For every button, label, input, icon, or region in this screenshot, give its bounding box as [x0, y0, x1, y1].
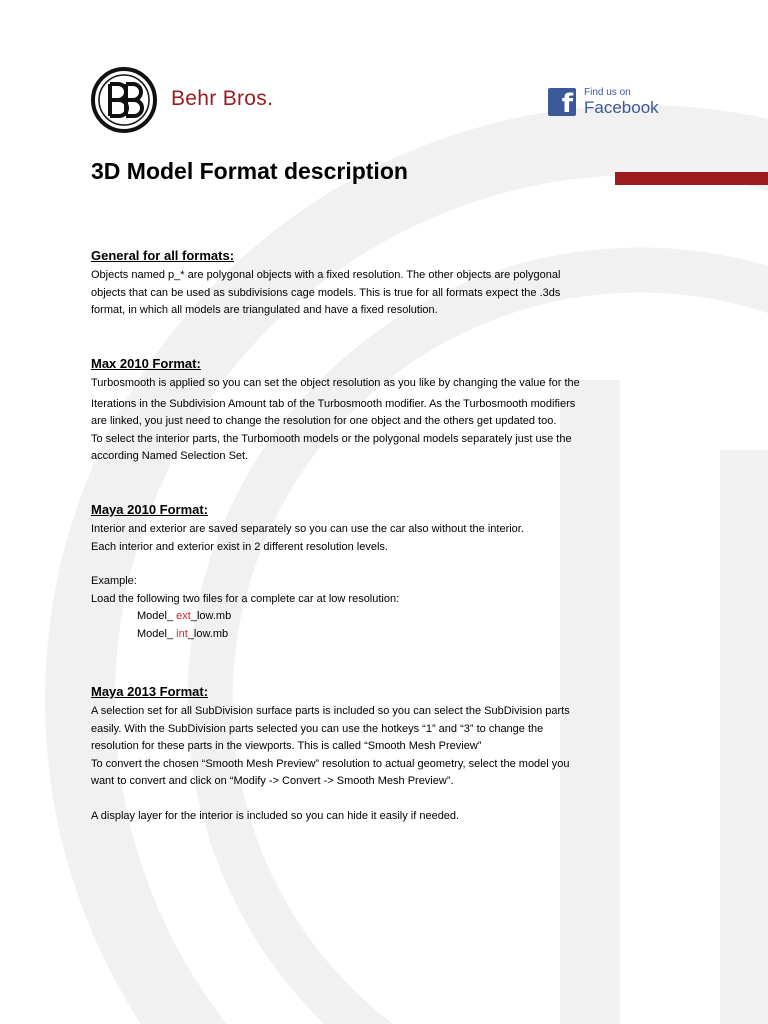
text-line: Turbosmooth is applied so you can set the object resolution as you like by changing the value for the: [91, 377, 580, 389]
example-label: Example:: [91, 575, 137, 587]
file-prefix: Model_: [137, 627, 177, 640]
section-heading: Maya 2010 Format:: [91, 502, 209, 517]
text-line: To convert the chosen “Smooth Mesh Preview” resolution to actual geometry, select the model you: [91, 757, 570, 770]
title-accent-bar: [615, 172, 768, 185]
facebook-link[interactable]: [548, 87, 659, 119]
file-name-int: [91, 626, 691, 644]
section-maya2010: [91, 502, 691, 643]
text-line: Objects named p_* are polygonal objects with a fixed resolution. The other objects are polygonal: [91, 269, 561, 281]
facebook-line2: Facebook: [584, 98, 659, 117]
section-heading: Max 2010 Format:: [91, 356, 201, 371]
file-suffix: _low.mb: [187, 627, 229, 640]
file-suffix: _low.mb: [190, 610, 232, 622]
file-highlight: ext: [176, 610, 191, 622]
section-heading: Maya 2013 Format:: [91, 684, 209, 699]
section-max2010: [91, 356, 691, 466]
text-line: Interior and exterior are saved separately so you can use the car also without the interior.: [91, 523, 524, 535]
text-line: A selection set for all SubDivision surface parts is included so you can select the SubDivision parts: [91, 705, 570, 717]
brand-name: Behr Bros.: [171, 87, 274, 110]
bb-monogram-logo: [90, 66, 158, 134]
file-highlight: int: [176, 627, 188, 640]
text-line: format, in which all models are triangulated and have a fixed resolution.: [91, 304, 438, 316]
text-line: Each interior and exterior exist in 2 different resolution levels.: [91, 540, 388, 553]
text-line: resolution for these parts in the viewports. This is called “Smooth Mesh Preview”: [91, 740, 482, 752]
text-line: are linked, you just need to change the resolution for one object and the others get updated too.: [91, 415, 557, 427]
text-line: To select the interior parts, the Turbomooth models or the polygonal models separately just use the: [91, 432, 572, 445]
text-line: Iterations in the Subdivision Amount tab of the Turbosmooth modifier. As the Turbosmooth modifiers: [91, 397, 576, 410]
text-line: want to convert and click on “Modify -> Convert -> Smooth Mesh Preview”.: [91, 775, 454, 787]
facebook-f-icon: f: [548, 88, 576, 116]
file-name-ext: [91, 608, 691, 626]
file-prefix: Model_: [137, 610, 177, 622]
example-intro: Load the following two files for a complete car at low resolution:: [91, 592, 400, 605]
section-maya2013: [91, 684, 691, 825]
text-line: objects that can be used as subdivisions cage models. This is true for all formats expect the .3ds: [91, 286, 561, 299]
section-general: [91, 248, 691, 320]
facebook-line1: Find us on: [584, 87, 631, 98]
text-line: according Named Selection Set.: [91, 450, 249, 462]
page-title: 3D Model Format description: [91, 158, 408, 184]
text-line: easily. With the SubDivision parts selected you can use the hotkeys “1” and “3” to change the: [91, 722, 544, 735]
text-line: A display layer for the interior is included so you can hide it easily if needed.: [91, 809, 460, 822]
section-heading: General for all formats:: [91, 248, 235, 263]
